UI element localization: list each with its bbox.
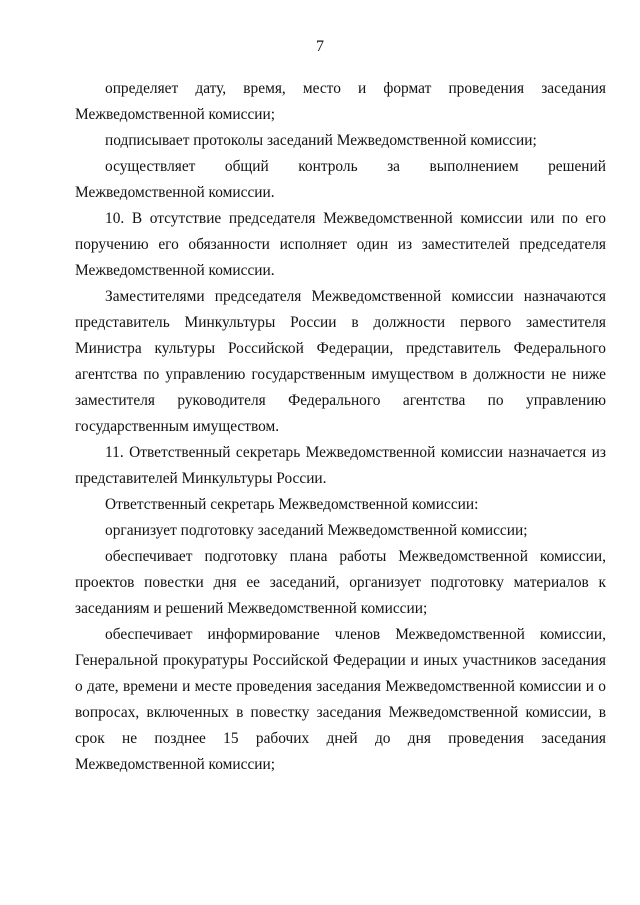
paragraph-10-chair-absence: 10. В отсутствие председателя Межведомственной комиссии или по его поручению его обязанности исполняет один из заместителей председателя Межведомственной комиссии. [75,210,606,279]
paragraph-meeting-date: определяет дату, время, место и формат проведения заседания Межведомственной комиссии; [75,80,606,123]
page-number: 7 [316,38,324,55]
paragraph-deputies: Заместителями председателя Межведомственной комиссии назначаются представитель Минкультуры России в должности первого заместителя Министра культуры Российской Федерации, представитель Федерального агентства по управлению государственным имуществом в должности не ниже заместителя руководителя Федерального агентства по управлению государственным имуществом. [75,288,606,435]
document-body [75,76,606,778]
paragraph-secretary-intro: Ответственный секретарь Межведомственной комиссии: [105,496,479,513]
paragraph-organizes-meetings: организует подготовку заседаний Межведомственной комиссии; [105,522,528,539]
paragraph-work-plan: обеспечивает подготовку плана работы Межведомственной комиссии, проектов повестки дня ее заседаний, организует подготовку материалов к заседаниям и решений Межведомственной комиссии; [75,548,606,617]
paragraph-informing-members: обеспечивает информирование членов Межведомственной комиссии, Генеральной прокуратуры Российской Федерации и иных участников заседания о дате, времени и месте проведения заседания Межведомственной комиссии и о вопросах, включенных в повестку заседания Межведомственной комиссии, в срок не позднее 15 рабочих дней до дня проведения заседания Межведомственной комиссии; [75,626,606,773]
paragraph-general-control: осуществляет общий контроль за выполнением решений Межведомственной комиссии. [75,158,606,201]
paragraph-11-secretary: 11. Ответственный секретарь Межведомственной комиссии назначается из представителей Минкультуры России. [75,444,606,487]
paragraph-sign-protocols: подписывает протоколы заседаний Межведомственной комиссии; [105,132,537,149]
